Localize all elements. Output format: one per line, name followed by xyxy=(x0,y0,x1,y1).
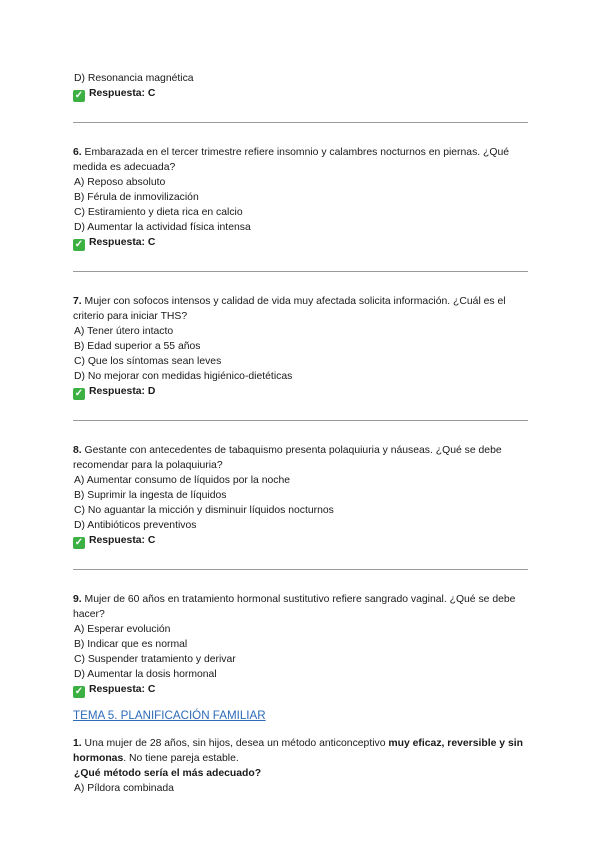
option-c: C) Suspender tratamiento y derivar xyxy=(74,654,236,665)
check-icon: ✓ xyxy=(74,537,84,548)
answer-line xyxy=(73,533,528,549)
question-7 xyxy=(73,294,528,324)
option-b: B) Indicar que es normal xyxy=(74,639,188,650)
document-page xyxy=(73,71,528,796)
option-c: C) Estiramiento y dieta rica en calcio xyxy=(74,207,243,218)
option-b: B) Suprimir la ingesta de líquidos xyxy=(74,490,227,501)
answer-text: Respuesta: C xyxy=(89,88,156,99)
option-a: A) Tener útero intacto xyxy=(74,326,174,337)
check-icon: ✓ xyxy=(74,90,84,101)
answer-text: Respuesta: C xyxy=(89,237,156,248)
divider xyxy=(73,569,528,570)
option-a: A) Píldora combinada xyxy=(74,783,174,794)
question-8 xyxy=(73,443,528,473)
option-d: D) Resonancia magnética xyxy=(74,73,194,84)
answer-text: Respuesta: D xyxy=(89,386,156,397)
question-text-end: . No tiene pareja estable. xyxy=(123,753,239,764)
option-b: B) Férula de inmovilización xyxy=(74,192,199,203)
question-text: Mujer de 60 años en tratamiento hormonal sustitutivo refiere sangrado vaginal. ¿Qué se debe hacer? xyxy=(73,594,516,620)
check-icon: ✓ xyxy=(74,388,84,399)
question-number: 8. xyxy=(73,445,82,456)
answer-line xyxy=(73,86,528,102)
answer-line xyxy=(73,235,528,251)
question-6 xyxy=(73,145,528,175)
answer-line xyxy=(73,384,528,400)
question-number: 9. xyxy=(73,594,82,605)
option-d: D) Aumentar la dosis hormonal xyxy=(74,669,217,680)
option-c: C) Que los síntomas sean leves xyxy=(74,356,222,367)
option-a: A) Esperar evolución xyxy=(74,624,171,635)
divider xyxy=(73,271,528,272)
question-9 xyxy=(73,592,528,622)
option-c: C) No aguantar la micción y disminuir líquidos nocturnos xyxy=(74,505,334,516)
option-b: B) Edad superior a 55 años xyxy=(74,341,201,352)
question-1 xyxy=(73,736,528,766)
question-number: 6. xyxy=(73,147,82,158)
answer-text: Respuesta: C xyxy=(89,684,156,695)
question-number: 1. xyxy=(73,738,82,749)
question-text: Una mujer de 28 años, sin hijos, desea un método anticonceptivo xyxy=(81,738,389,749)
answer-line xyxy=(73,682,528,698)
section-heading: TEMA 5. PLANIFICACIÓN FAMILIAR xyxy=(73,709,266,722)
question-text: Embarazada en el tercer trimestre refiere insomnio y calambres nocturnos en piernas. ¿Qué medida es adecuada? xyxy=(73,147,510,173)
option-a: A) Reposo absoluto xyxy=(74,177,166,188)
question-text: Mujer con sofocos intensos y calidad de vida muy afectada solicita información. ¿Cuál es el criterio para iniciar THS? xyxy=(73,296,506,322)
divider xyxy=(73,122,528,123)
option-a: A) Aumentar consumo de líquidos por la noche xyxy=(74,475,291,486)
option-d: D) No mejorar con medidas higiénico-dietéticas xyxy=(74,371,293,382)
question-prompt: ¿Qué método sería el más adecuado? xyxy=(74,768,262,779)
question-number: 7. xyxy=(73,296,82,307)
answer-text: Respuesta: C xyxy=(89,535,156,546)
question-emphasis: muy eficaz, reversible y sin hormonas xyxy=(73,738,523,764)
option-d: D) Aumentar la actividad física intensa xyxy=(74,222,251,233)
check-icon: ✓ xyxy=(74,686,84,697)
question-text: Gestante con antecedentes de tabaquismo presenta polaquiuria y náuseas. ¿Qué se debe recomendar para la polaquiuria? xyxy=(73,445,502,471)
option-d: D) Antibióticos preventivos xyxy=(74,520,197,531)
divider xyxy=(73,420,528,421)
check-icon: ✓ xyxy=(74,239,84,250)
